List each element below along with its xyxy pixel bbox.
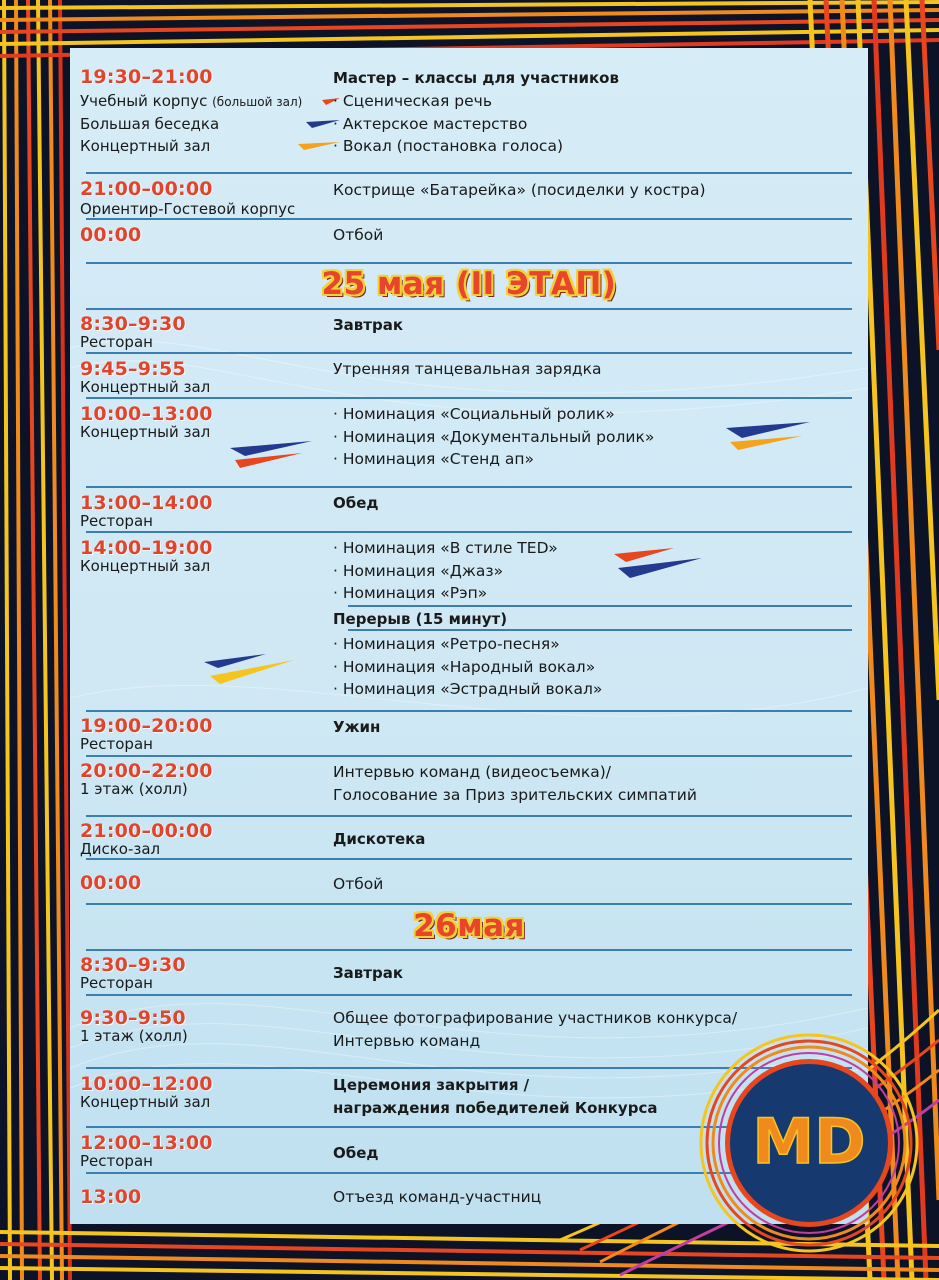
event-item: · Номинация «Документальный ролик» <box>333 428 655 446</box>
time-label: 13:00 <box>80 1186 142 1208</box>
event-item: · Вокал (постановка голоса) <box>333 137 564 155</box>
time-label: 9:45–9:55 <box>80 358 186 380</box>
event-text: Интервью команд <box>333 1032 481 1050</box>
row-divider <box>86 994 852 996</box>
row-divider <box>86 218 852 220</box>
row-divider <box>86 486 852 488</box>
place-label: Ориентир-Гостевой корпус <box>80 200 296 218</box>
event-item: · Номинация «Народный вокал» <box>333 658 596 676</box>
time-label: 10:00–13:00 <box>80 403 213 425</box>
place-text: Учебный корпус <box>80 92 208 110</box>
row-divider <box>86 755 852 757</box>
place-label: 1 этаж (холл) <box>80 1027 188 1045</box>
day-heading: 26мая <box>413 908 525 944</box>
row-divider <box>86 949 852 951</box>
event-text: Голосование за Приз зрительских симпатий <box>333 786 697 804</box>
event-item: · Актерское мастерство <box>333 115 528 133</box>
place-label: Концертный зал <box>80 423 211 441</box>
time-label: 19:30–21:00 <box>80 66 213 88</box>
event-item: · Номинация «Эстрадный вокал» <box>333 680 603 698</box>
event-title: Завтрак <box>333 964 404 982</box>
row-divider <box>86 172 852 174</box>
row-divider <box>86 308 852 310</box>
time-label: 00:00 <box>80 872 142 894</box>
row-divider <box>86 858 852 860</box>
time-label: 21:00–00:00 <box>80 820 213 842</box>
place-label: Диско-зал <box>80 840 161 858</box>
time-label: 9:30–9:50 <box>80 1007 186 1029</box>
row-divider <box>86 352 852 354</box>
time-label: 21:00–00:00 <box>80 178 213 200</box>
event-text: Отъезд команд-участниц <box>333 1188 542 1206</box>
row-divider <box>86 262 852 264</box>
event-title: Ужин <box>333 718 381 736</box>
event-text: Утренняя танцевальная зарядка <box>333 360 602 378</box>
day-heading: 25 мая (II ЭТАП) <box>321 266 617 302</box>
event-text: Отбой <box>333 226 384 244</box>
event-text: Общее фотографирование участников конкурса/ <box>333 1009 738 1027</box>
row-divider <box>86 710 852 712</box>
event-title: Мастер – классы для участников <box>333 69 619 87</box>
event-title: Обед <box>333 494 379 512</box>
place-label: Ресторан <box>80 512 153 530</box>
event-title: Дискотека <box>333 830 426 848</box>
event-title: Завтрак <box>333 316 404 334</box>
place-note: (большой зал) <box>212 95 303 109</box>
place-label: Концертный зал <box>80 557 211 575</box>
row-divider <box>86 903 852 905</box>
row-divider <box>86 815 852 817</box>
row-divider <box>348 605 852 607</box>
event-title: награждения победителей Конкурса <box>333 1099 658 1117</box>
row-divider <box>86 531 852 533</box>
place-label: Большая беседка <box>80 115 220 133</box>
place-label: Концертный зал <box>80 1093 211 1111</box>
event-item: · Сценическая речь <box>333 92 492 110</box>
place-label: Ресторан <box>80 735 153 753</box>
event-title: Церемония закрытия / <box>333 1076 530 1094</box>
place-label: Ресторан <box>80 974 153 992</box>
logo-text: MD <box>752 1105 866 1178</box>
md-logo <box>696 1030 922 1256</box>
time-label: 00:00 <box>80 224 142 246</box>
time-label: 19:00–20:00 <box>80 715 213 737</box>
row-divider <box>86 397 852 399</box>
place-label <box>80 92 302 110</box>
row-divider <box>348 629 852 631</box>
break-title: Перерыв (15 минут) <box>333 610 508 628</box>
time-label: 14:00–19:00 <box>80 537 213 559</box>
place-label: Ресторан <box>80 1152 153 1170</box>
event-item: · Номинация «Джаз» <box>333 562 504 580</box>
time-label: 10:00–12:00 <box>80 1073 213 1095</box>
event-item: · Номинация «В стиле TED» <box>333 539 558 557</box>
time-label: 20:00–22:00 <box>80 760 213 782</box>
time-label: 12:00–13:00 <box>80 1132 213 1154</box>
event-item: · Номинация «Рэп» <box>333 584 488 602</box>
time-label: 8:30–9:30 <box>80 313 186 335</box>
event-title: Обед <box>333 1144 379 1162</box>
time-label: 8:30–9:30 <box>80 954 186 976</box>
event-text: Кострище «Батарейка» (посиделки у костра) <box>333 181 706 199</box>
place-label: 1 этаж (холл) <box>80 780 188 798</box>
time-label: 13:00–14:00 <box>80 492 213 514</box>
event-text: Интервью команд (видеосъемка)/ <box>333 763 612 781</box>
event-item: · Номинация «Ретро-песня» <box>333 635 560 653</box>
place-label: Концертный зал <box>80 378 211 396</box>
event-item: · Номинация «Стенд ап» <box>333 450 535 468</box>
place-label: Ресторан <box>80 333 153 351</box>
place-label: Концертный зал <box>80 137 211 155</box>
event-text: Отбой <box>333 875 384 893</box>
event-item: · Номинация «Социальный ролик» <box>333 405 615 423</box>
